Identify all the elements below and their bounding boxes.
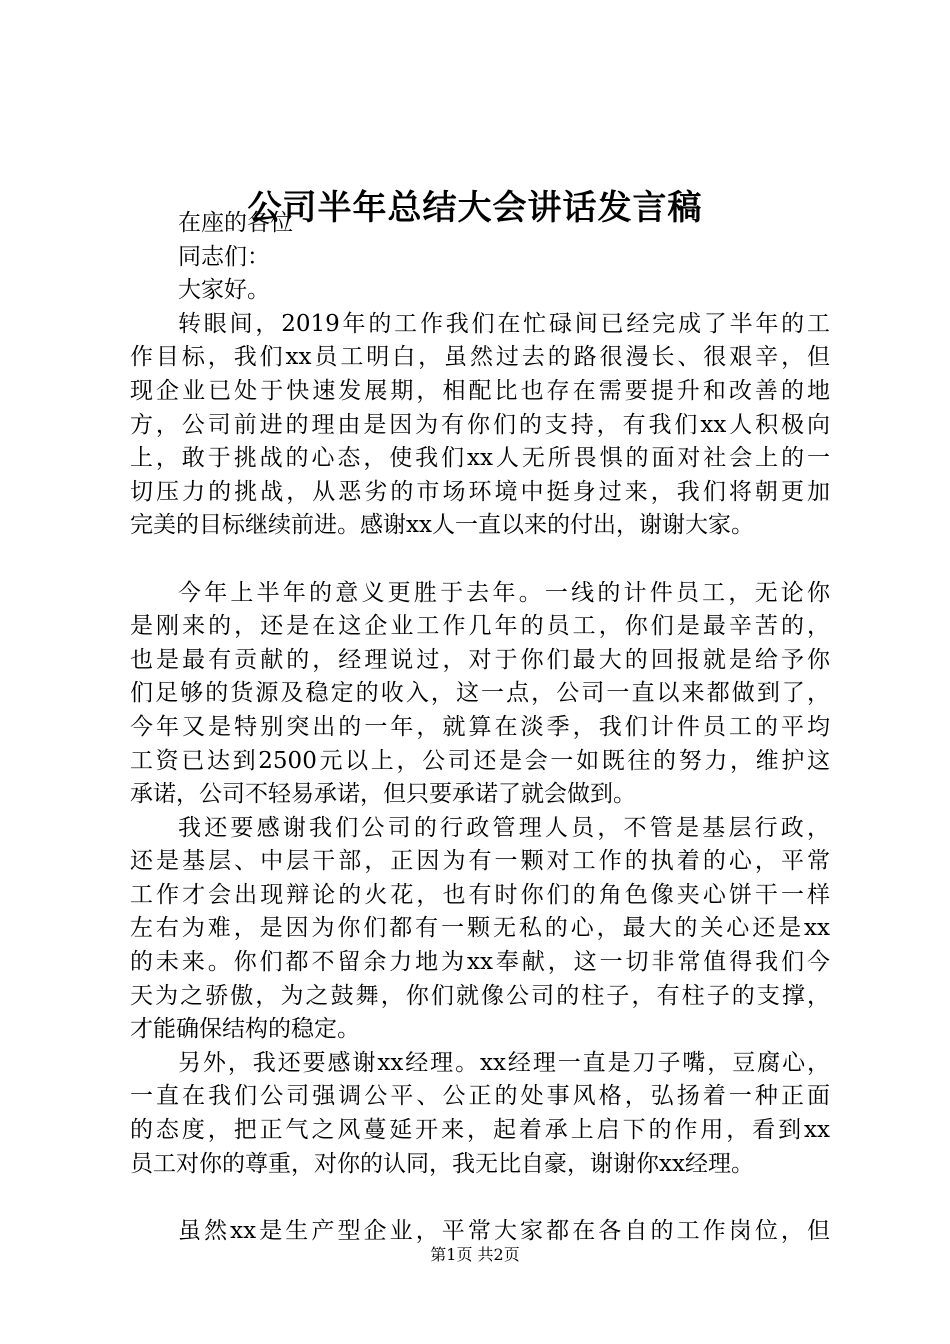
body-line: 也是最有贡献的，经理说过，对于你们最大的回报就是给予你	[130, 646, 830, 673]
body-line: 承诺，公司不轻易承诺，但只要承诺了就会做到。	[130, 781, 636, 808]
paragraph-gap	[130, 1181, 830, 1215]
body-line: 虽然xx是生产型企业，平常大家都在各自的工作岗位，但	[178, 1217, 830, 1244]
body-line: 切压力的挑战，从恶劣的市场环境中挺身过来，我们将朝更加	[130, 478, 830, 505]
body-line: 今年又是特别突出的一年，就算在淡季，我们计件员工的平均	[130, 713, 830, 740]
body-line: 完美的目标继续前进。感谢xx人一直以来的付出，谢谢大家。	[130, 512, 754, 539]
body-line: 天为之骄傲，为之鼓舞，你们就像公司的柱子，有柱子的支撑，	[130, 982, 830, 1009]
document-title: 公司半年总结大会讲话发言稿	[247, 188, 703, 228]
page-footer: 第1页 共2页	[430, 1245, 520, 1264]
body-line: 左右为难，是因为你们都有一颗无私的心，最大的关心还是xx	[130, 915, 830, 942]
body-line: 在座的各位	[178, 210, 293, 236]
body-line: 上，敢于挑战的心态，使我们xx人无所畏惧的面对社会上的一	[130, 445, 830, 472]
body-line: 大家好。	[178, 277, 270, 304]
body-line: 现企业已处于快速发展期，相配比也存在需要提升和改善的地	[130, 377, 830, 404]
body-line: 们足够的货源及稳定的收入，这一点，公司一直以来都做到了，	[130, 680, 830, 707]
body-line: 的态度，把正气之风蔓延开来，起着承上启下的作用，看到xx	[130, 1117, 830, 1144]
body-line: 的未来。你们都不留余力地为xx奉献，这一切非常值得我们今	[130, 949, 830, 976]
body-line: 转眼间，2019年的工作我们在忙碌间已经完成了半年的工	[178, 310, 830, 337]
body-line: 员工对你的尊重，对你的认同，我无比自豪，谢谢你xx经理。	[130, 1150, 754, 1177]
body-line: 才能确保结构的稳定。	[130, 1016, 360, 1043]
body-line: 工资已达到2500元以上，公司还是会一如既往的努力，维护这	[130, 747, 830, 774]
body-line: 一直在我们公司强调公平、公正的处事风格，弘扬着一种正面	[130, 1083, 830, 1110]
body-line: 我还要感谢我们公司的行政管理人员，不管是基层行政，	[178, 814, 830, 841]
body-line: 工作才会出现辩论的火花，也有时你们的角色像夹心饼干一样	[130, 881, 830, 908]
document-body	[130, 207, 830, 1248]
body-line: 还是基层、中层干部，正因为有一颗对工作的执着的心，平常	[130, 848, 830, 875]
body-line: 同志们：	[178, 243, 270, 270]
body-line: 作目标，我们xx员工明白，虽然过去的路很漫长、很艰辛，但	[130, 344, 830, 371]
body-line: 另外，我还要感谢xx经理。xx经理一直是刀子嘴，豆腐心，	[178, 1049, 830, 1076]
body-line: 方，公司前进的理由是因为有你们的支持，有我们xx人积极向	[130, 411, 830, 438]
body-line: 今年上半年的意义更胜于去年。一线的计件员工，无论你	[178, 579, 830, 606]
body-line: 是刚来的，还是在这企业工作几年的员工，你们是最辛苦的，	[130, 613, 830, 640]
paragraph-gap	[130, 543, 830, 577]
